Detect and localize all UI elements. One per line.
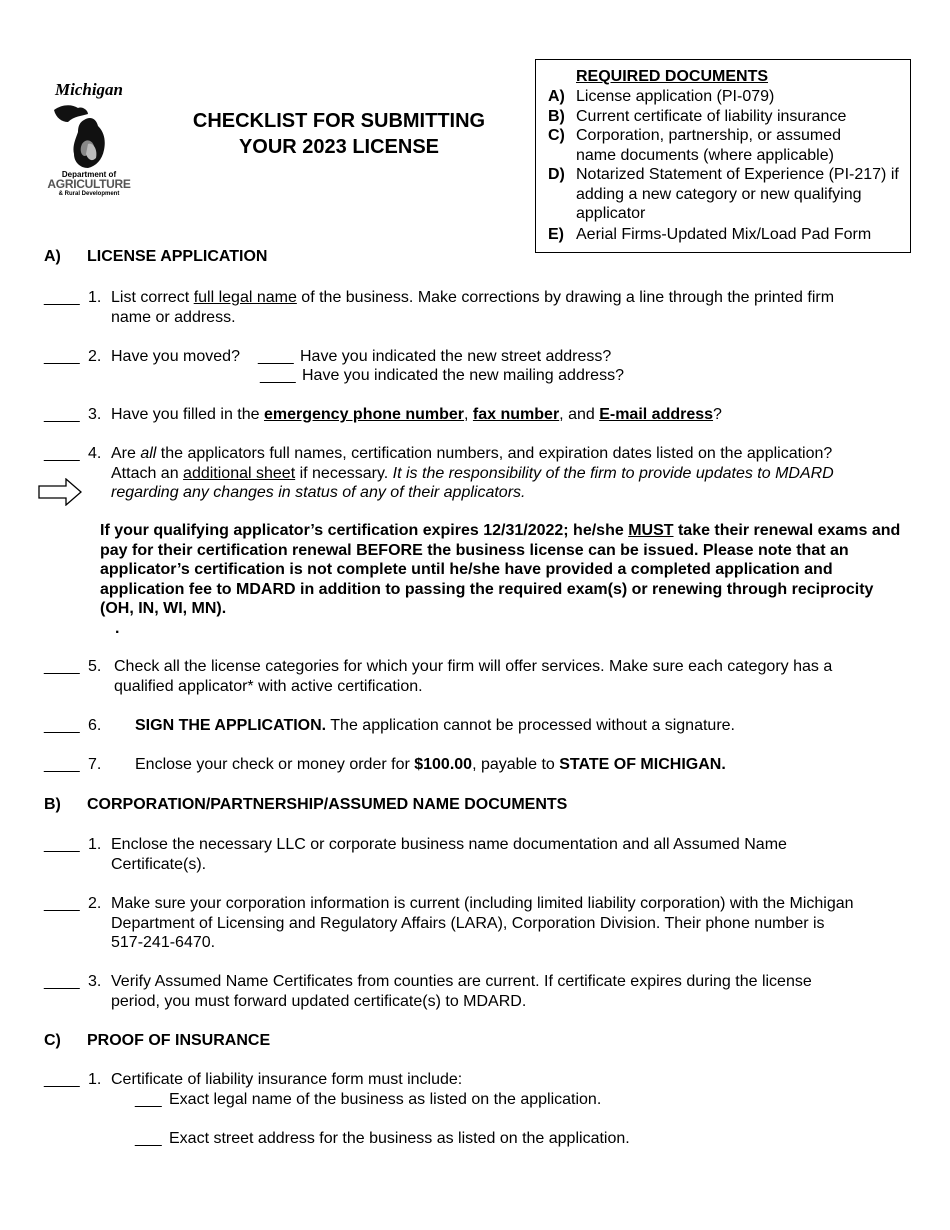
checkbox-blank[interactable] [44,972,80,992]
c1-street-address-text: Exact street address for the business as listed on the application. [169,1130,630,1147]
required-documents-heading: REQUIRED DOCUMENTS [576,68,769,85]
b2-text [111,894,911,953]
section-c-letter: C) [44,1032,61,1049]
checkbox-blank-legal-name[interactable]: ___ [135,1091,162,1108]
item-number: 4. [88,445,102,462]
michigan-map-icon [48,98,130,170]
a4-all: all [140,445,157,462]
checkbox-blank-mailing[interactable]: ____ [260,367,296,384]
a2-street-text: Have you indicated the new street address? [300,348,612,365]
checkbox-blank-street[interactable]: ____ [258,348,294,365]
note-must: MUST [628,522,674,539]
b1-part: Certificate(s). [111,855,207,873]
required-item-letter: A) [548,88,565,105]
a4-part: Are [111,445,141,462]
required-documents-box [535,59,911,253]
item-number: 6. [88,717,102,734]
b1-text [111,835,911,874]
a4-italic: regarding any changes in status of any of their applicators. [111,484,526,502]
item-number: 7. [88,756,102,773]
b2-phone: 517-241-6470. [111,934,216,952]
required-item-letter: B) [548,108,565,125]
a1-part: of the business. Make corrections by drawing a line through the printed firm [296,289,835,306]
item-number: 3. [88,973,102,990]
logo-line-agriculture: AGRICULTURE [47,177,131,191]
a5-part: qualified applicator* with active certification. [114,677,423,695]
a3-part: Have you filled in the [111,406,264,423]
note-part: If your qualifying applicator’s certification expires 12/31/2022; he/she [100,522,629,539]
checkbox-blank[interactable] [44,716,80,736]
note-part: take their renewal exams and pay for their certification renewal BEFORE the business license can be issued. Please note that an applicator’s certification is not complete until he/she have provided a completed application and application fee to MDARD in addition to passing the required exam(s) or renewing through reciprocity (OH, IN, WI, MN). [100,522,901,618]
required-item-text: Notarized Statement of Experience (PI-217) if adding a new category or new qualifying applicator [576,166,899,223]
fee-amount: $100.00 [414,756,473,773]
page-title [150,108,528,160]
checkbox-blank[interactable] [44,444,80,464]
a4-italic: It is the responsibility of the firm to provide updates to MDARD [392,464,834,482]
a1-underline: full legal name [193,289,297,306]
a2-mailing-text: Have you indicated the new mailing address? [302,367,624,384]
b1-part: Enclose the necessary LLC or corporate business name documentation and all Assumed Name [111,836,787,853]
required-item-letter: E) [548,226,564,243]
checkbox-blank-street-address[interactable]: ___ [135,1130,162,1147]
renewal-note [100,521,910,639]
a3-fax: fax number [472,406,560,423]
b3-part: Verify Assumed Name Certificates from counties are current. If certificate expires during the license [111,973,812,990]
right-arrow-icon [38,478,82,506]
b2-part: Department of Licensing and Regulatory Affairs (LARA), Corporation Division. Their phone number is [111,914,825,932]
a3-part: , [464,406,473,423]
b3-text [111,972,911,1011]
a1-text [111,288,911,327]
required-item-text: License application (PI-079) [576,88,775,105]
item-number: 3. [88,406,102,423]
payee: STATE OF MICHIGAN. [559,756,726,773]
item-number: 1. [88,289,102,306]
checkbox-blank[interactable] [44,288,80,308]
sign-application-label: SIGN THE APPLICATION. [135,717,327,734]
b2-part: Make sure your corporation information is current (including limited liability corporation) with the Michigan [111,895,854,912]
logo-line-department: Department of [61,170,117,179]
section-c-title: PROOF OF INSURANCE [87,1032,271,1049]
checkbox-blank[interactable] [44,755,80,775]
section-b-letter: B) [44,796,61,813]
a7-part: Enclose your check or money order for [135,756,415,773]
a4-underline: additional sheet [183,464,296,482]
item-number: 1. [88,1071,102,1088]
logo-script-text: Michigan [54,80,124,99]
a4-part: if necessary. [295,464,393,482]
required-item [548,165,914,224]
checkbox-blank[interactable] [44,657,80,677]
title-line-2: YOUR 2023 LICENSE [238,136,440,158]
required-item [548,225,908,245]
required-item-letter: C) [548,127,565,144]
required-item [548,107,908,127]
section-a-letter: A) [44,248,61,265]
a3-emergency-phone: emergency phone number [263,406,465,423]
a5-part: Check all the license categories for which your firm will offer services. Make sure each category has a [114,658,833,675]
required-item [548,87,908,107]
required-item-text: Corporation, partnership, or assumed name documents (where applicable) [576,127,842,164]
a4-part: Attach an [111,464,184,482]
a6-text [135,716,735,736]
logo-line-rural: & Rural Development [58,191,120,197]
a1-part: name or address. [111,308,236,326]
a7-part: , payable to [472,756,560,773]
required-item [548,126,878,165]
required-item-letter: D) [548,166,565,183]
checkbox-blank[interactable] [44,1070,80,1090]
a3-part: , and [559,406,600,423]
required-item-text: Current certificate of liability insurance [576,108,847,125]
a4-part: the applicators full names, certification numbers, and expiration dates listed on the application? [156,445,833,462]
a4-text [111,444,911,503]
c1-text: Certificate of liability insurance form must include: [111,1071,463,1088]
a3-part: ? [713,406,722,423]
a3-text [111,405,722,425]
checkbox-blank[interactable] [44,405,80,425]
item-number: 2. [88,348,102,365]
note-dot: . [115,619,120,637]
a3-email: E-mail address [599,406,714,423]
c1-legal-name-text: Exact legal name of the business as listed on the application. [169,1091,602,1108]
a5-text [114,657,914,696]
item-number: 1. [88,836,102,853]
checkbox-blank[interactable] [44,894,80,914]
a7-text [135,755,726,775]
a1-part: List correct [111,289,194,306]
b3-part: period, you must forward updated certificate(s) to MDARD. [111,992,527,1010]
item-number: 2. [88,895,102,912]
item-number: 5. [88,658,102,675]
title-line-1: CHECKLIST FOR SUBMITTING [192,110,486,132]
checkbox-blank[interactable] [44,347,80,367]
checkbox-blank[interactable] [44,835,80,855]
a2-text: Have you moved? [111,348,240,365]
a6-part: The application cannot be processed without a signature. [326,717,735,734]
mdard-logo [46,80,132,204]
section-b-title: CORPORATION/PARTNERSHIP/ASSUMED NAME DOCUMENTS [87,796,568,813]
required-item-text: Aerial Firms-Updated Mix/Load Pad Form [576,226,872,243]
section-a-title: LICENSE APPLICATION [87,248,268,265]
